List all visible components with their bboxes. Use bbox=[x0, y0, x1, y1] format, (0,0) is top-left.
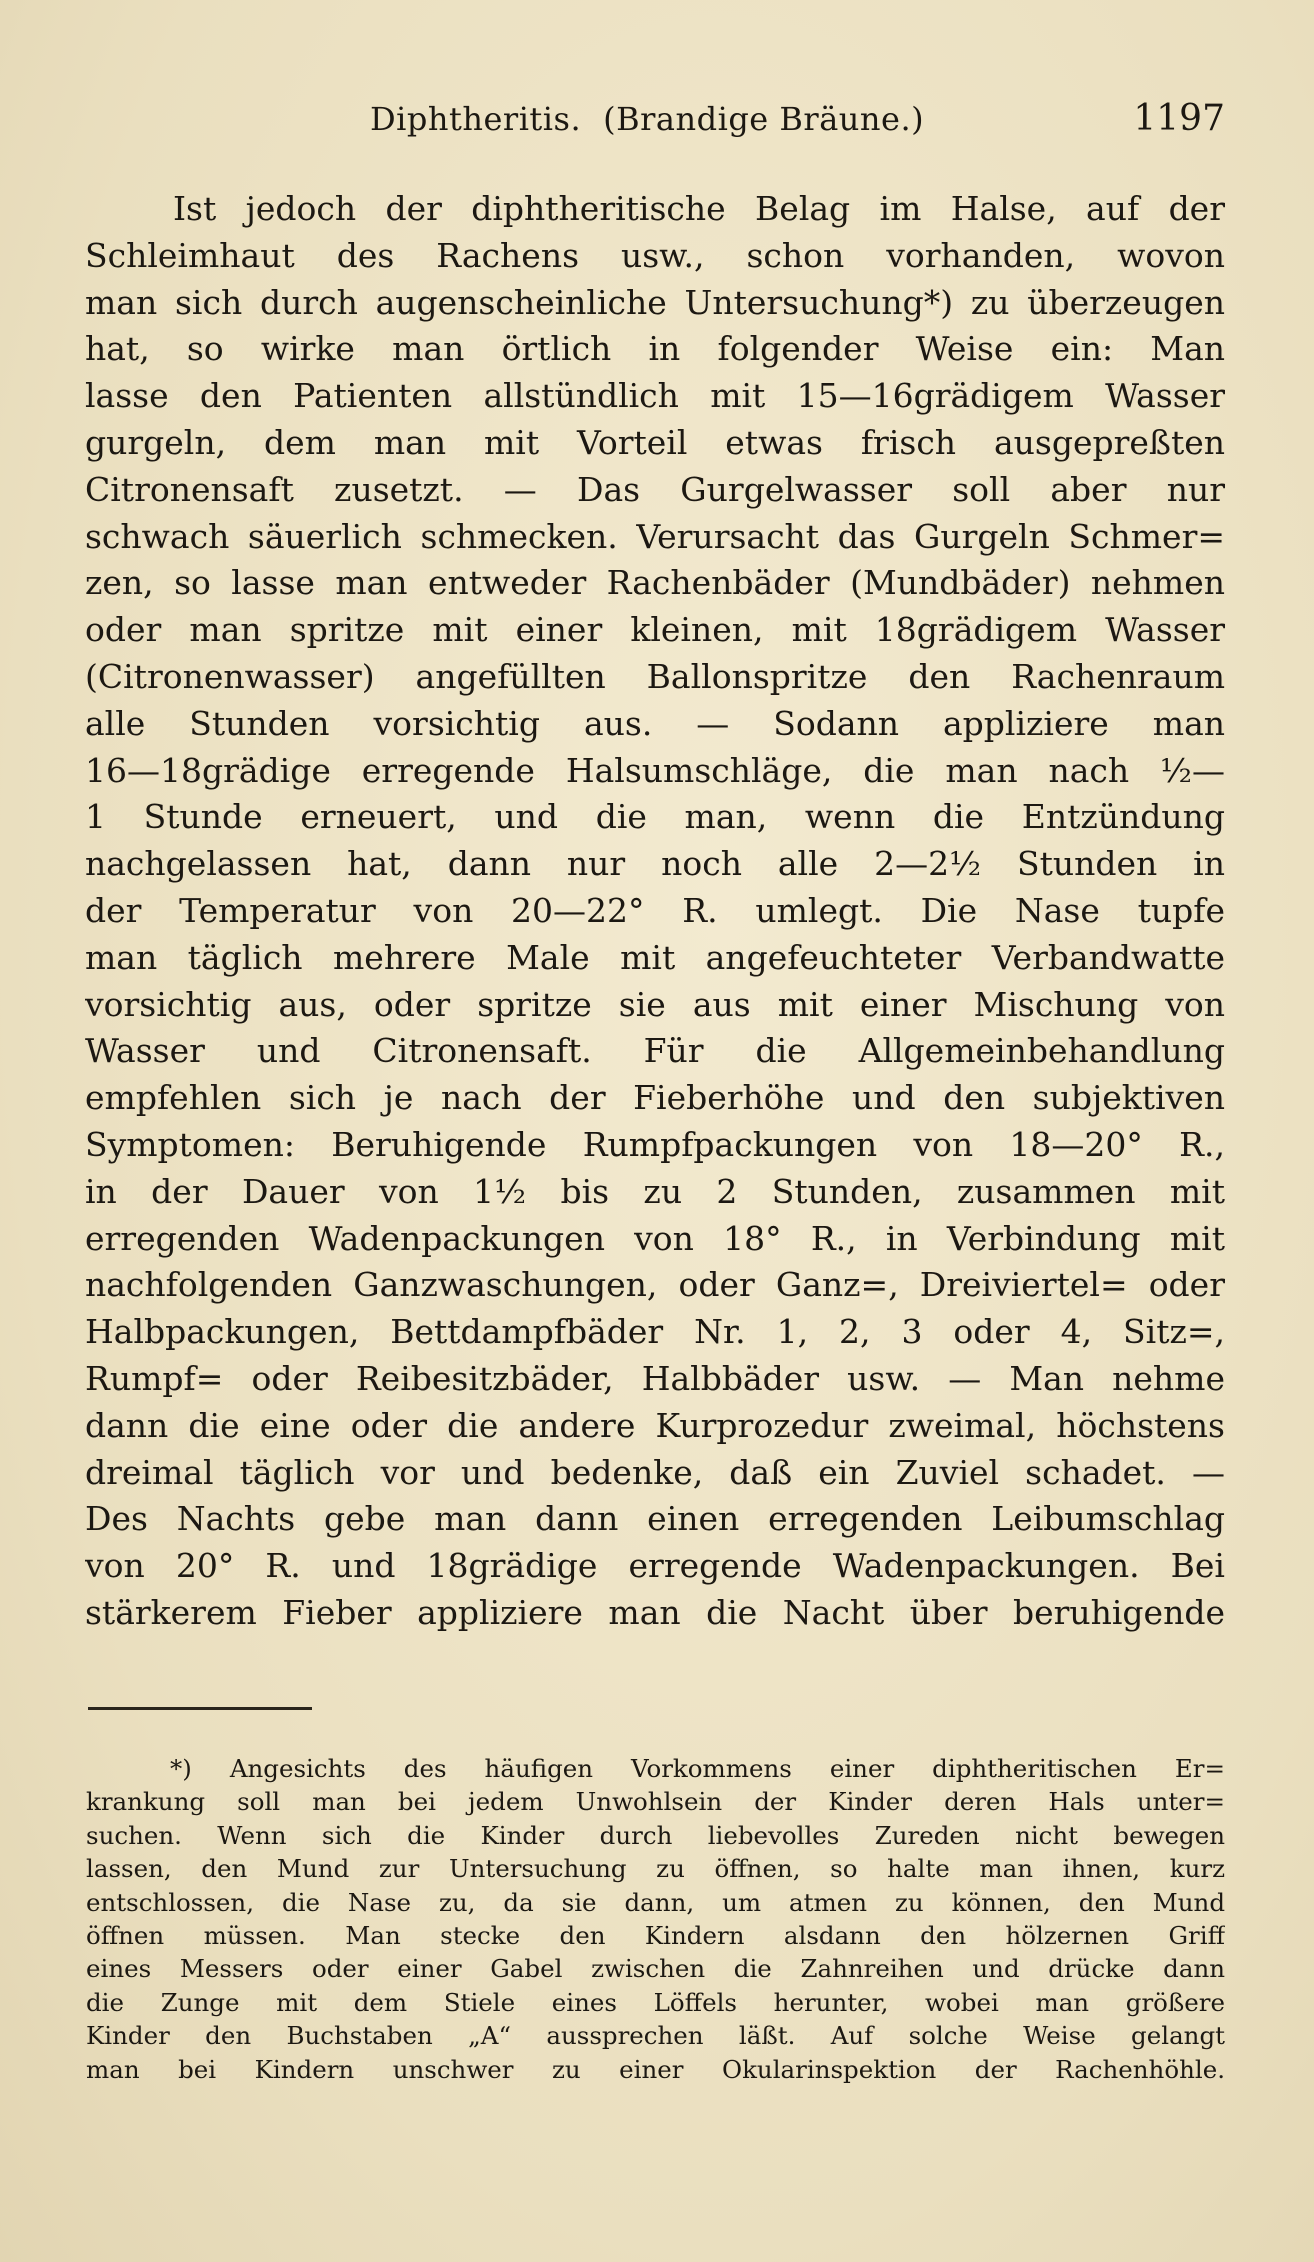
footnote bbox=[86, 1752, 1225, 2086]
body-text bbox=[85, 186, 1225, 1637]
text-line: Des Nachts gebe man dann einen erregenden Leibumschlag bbox=[85, 1499, 1225, 1539]
text-line: stärkerem Fieber appliziere man die Nacht über beruhigende bbox=[85, 1592, 1225, 1632]
text-line: 16—18grädige erregende Halsumschläge, die man nach ½— bbox=[85, 750, 1225, 790]
text-line: dreimal täglich vor und bedenke, daß ein Zuviel schadet. — bbox=[85, 1452, 1225, 1492]
footnote-line: entschlossen, die Nase zu, da sie dann, um atmen zu können, den Mund bbox=[86, 1887, 1225, 1917]
text-line: man sich durch augenscheinliche Untersuchung*) zu überzeugen bbox=[85, 282, 1225, 322]
text-line: der Temperatur von 20—22° R. umlegt. Die Nase tupfe bbox=[85, 890, 1225, 930]
page-number: 1197 bbox=[1133, 98, 1225, 139]
footnote-line: Kinder den Buchstaben „A“ aussprechen läßt. Auf solche Weise gelangt bbox=[86, 2021, 1225, 2051]
running-head-title: Diphtheritis. bbox=[370, 100, 582, 138]
footnote-line: öffnen müssen. Man stecke den Kindern alsdann den hölzernen Griff bbox=[86, 1920, 1225, 1950]
text-line: in der Dauer von 1½ bis zu 2 Stunden, zusammen mit bbox=[85, 1171, 1225, 1211]
text-line: vorsichtig aus, oder spritze sie aus mit einer Mischung von bbox=[85, 984, 1225, 1024]
footnote-divider bbox=[88, 1707, 312, 1710]
text-line: (Citronenwasser) angefüllten Ballonspritze den Rachenraum bbox=[85, 656, 1225, 696]
footnote-line: suchen. Wenn sich die Kinder durch liebevolles Zureden nicht bewegen bbox=[86, 1820, 1225, 1850]
footnote-line: lassen, den Mund zur Untersuchung zu öffnen, so halte man ihnen, kurz bbox=[86, 1854, 1225, 1884]
text-line: nachfolgenden Ganzwaschungen, oder Ganz=, Dreiviertel= oder bbox=[85, 1265, 1225, 1305]
running-head-subtitle: (Brandige Bräune.) bbox=[603, 100, 925, 138]
text-line: 1 Stunde erneuert, und die man, wenn die Entzündung bbox=[85, 797, 1225, 837]
text-line: alle Stunden vorsichtig aus. — Sodann appliziere man bbox=[85, 703, 1225, 743]
page-header bbox=[370, 98, 1225, 148]
text-line: erregenden Wadenpackungen von 18° R., in Verbindung mit bbox=[85, 1218, 1225, 1258]
text-line: von 20° R. und 18grädige erregende Wadenpackungen. Bei bbox=[85, 1546, 1225, 1586]
text-line: nachgelassen hat, dann nur noch alle 2—2½ Stunden in bbox=[85, 844, 1225, 884]
text-line: Citronensaft zusetzt. — Das Gurgelwasser soll aber nur bbox=[85, 469, 1225, 509]
text-line: oder man spritze mit einer kleinen, mit 18grädigem Wasser bbox=[85, 610, 1225, 650]
footnote-line: man bei Kindern unschwer zu einer Okularinspektion der Rachenhöhle. bbox=[86, 2054, 1225, 2084]
text-line: hat, so wirke man örtlich in folgender Weise ein: Man bbox=[85, 329, 1225, 369]
text-line: man täglich mehrere Male mit angefeuchteter Verbandwatte bbox=[85, 937, 1225, 977]
footnote-line: die Zunge mit dem Stiele eines Löffels herunter, wobei man größere bbox=[86, 1987, 1225, 2017]
footnote-line: *) Angesichts des häufigen Vorkommens einer diphtheritischen Er= bbox=[170, 1754, 1225, 1783]
text-line: gurgeln, dem man mit Vorteil etwas frisch ausgepreßten bbox=[85, 422, 1225, 462]
text-line: Halbpackungen, Bettdampfbäder Nr. 1, 2, 3 oder 4, Sitz=, bbox=[85, 1312, 1225, 1352]
footnote-line: eines Messers oder einer Gabel zwischen die Zahnreihen und drücke dann bbox=[86, 1954, 1225, 1984]
text-line: dann die eine oder die andere Kurprozedur zweimal, höchstens bbox=[85, 1405, 1225, 1445]
text-line: Symptomen: Beruhigende Rumpfpackungen von 18—20° R., bbox=[85, 1124, 1225, 1164]
text-line: schwach säuerlich schmecken. Verursacht das Gurgeln Schmer= bbox=[85, 516, 1225, 556]
text-line: zen, so lasse man entweder Rachenbäder (Mundbäder) nehmen bbox=[85, 563, 1225, 603]
running-head bbox=[370, 100, 924, 138]
text-line: Schleimhaut des Rachens usw., schon vorhanden, wovon bbox=[85, 235, 1225, 275]
text-line: empfehlen sich je nach der Fieberhöhe und den subjektiven bbox=[85, 1078, 1225, 1118]
text-line: Wasser und Citronensaft. Für die Allgemeinbehandlung bbox=[85, 1031, 1225, 1071]
footnote-line: krankung soll man bei jedem Unwohlsein der Kinder deren Hals unter= bbox=[86, 1787, 1225, 1817]
text-line: lasse den Patienten allstündlich mit 15—16grädigem Wasser bbox=[85, 376, 1225, 416]
text-line: Ist jedoch der diphtheritische Belag im Halse, auf der bbox=[173, 189, 1225, 228]
text-line: Rumpf= oder Reibesitzbäder, Halbbäder usw. — Man nehme bbox=[85, 1358, 1225, 1398]
